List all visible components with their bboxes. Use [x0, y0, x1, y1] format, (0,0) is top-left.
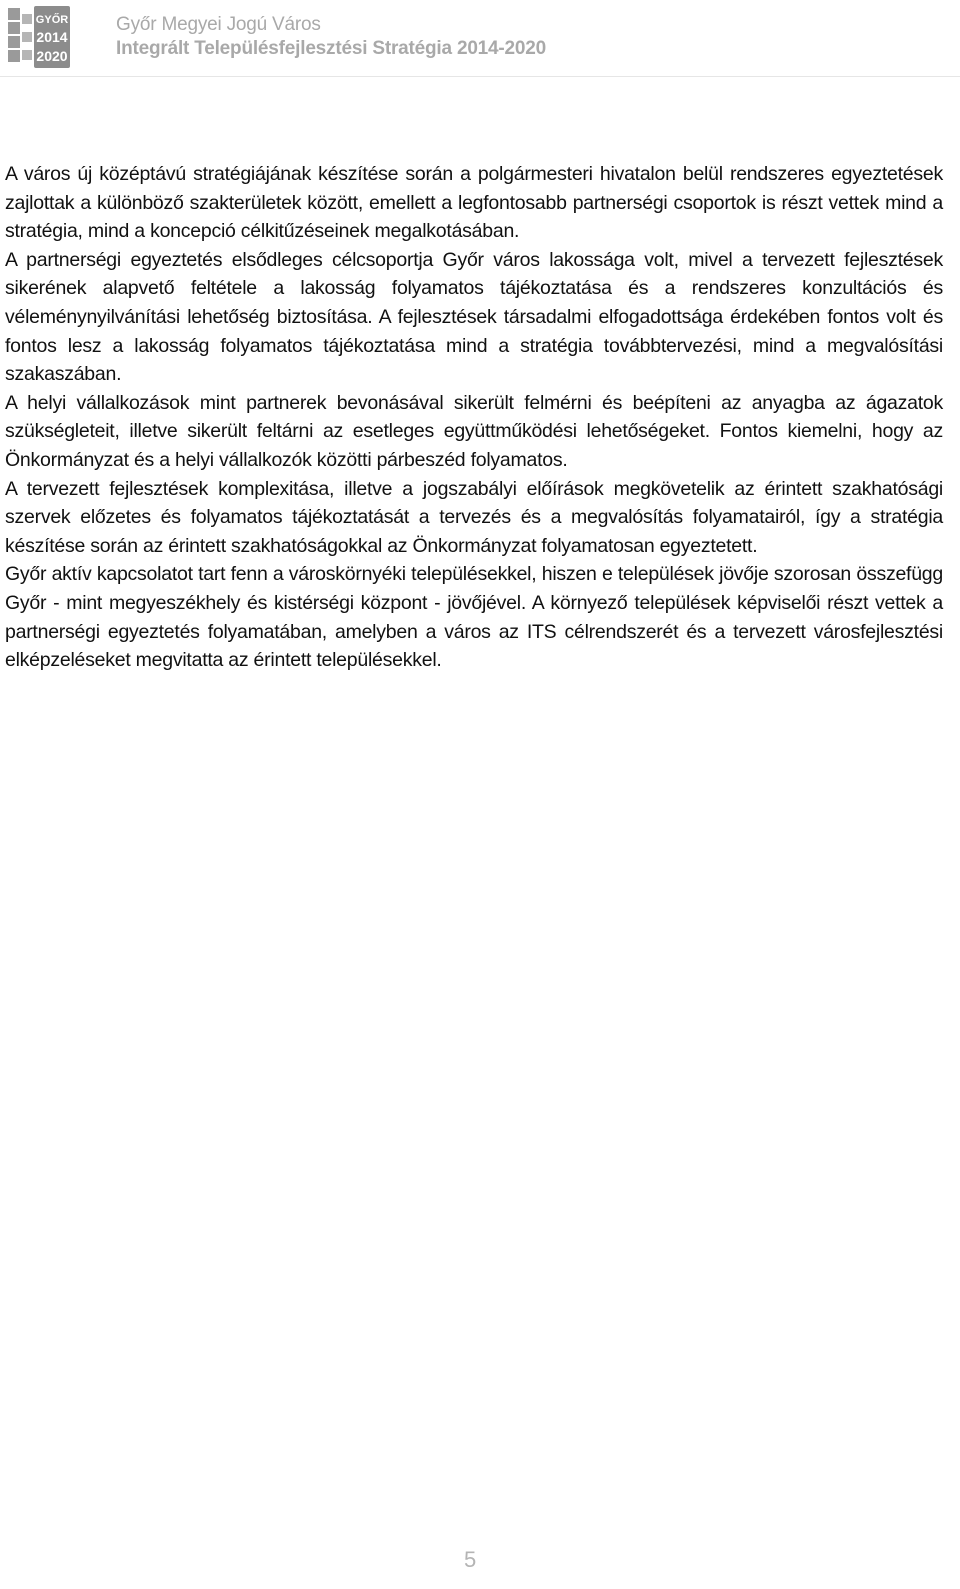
document-body — [5, 160, 943, 675]
header-city-name: Győr Megyei Jogú Város — [116, 14, 321, 35]
gyor-logo-icon — [6, 4, 72, 70]
paragraph-2: A partnerségi egyeztetés elsődleges célcsoportja Győr város lakossága volt, mivel a tervezett fejlesztések sikerének alapvető feltétele a lakosság folyamatos tájékoztatása és a rendszeres konzultációs és véleménynyilvánítási lehetőség biztosítása. A fejlesztések társadalmi elfogadottsága érdekében fontos volt és fontos lesz a lakosság folyamatos tájékoztatása mind a stratégia továbbtervezési, mind a megvalósítási szakaszában. — [5, 248, 943, 386]
paragraph-1: A város új középtávú stratégiájának készítése során a polgármesteri hivatalon belül rendszeres egyeztetések zajlottak a különböző szakterületek között, emellett a legfontosabb partnerségi csoportok is részt vettek mind a stratégia, mind a koncepció célkitűzéseinek megalkotásában. — [5, 163, 943, 243]
paragraph-3: A helyi vállalkozások mint partnerek bevonásával sikerült felmérni és beépíteni az anyagba az ágazatok szükségleteit, illetve sikerült feltárni az esetleges együttműködési lehetőségeket. Fontos kiemelni, hogy az Önkormányzat és a helyi vállalkozók közötti párbeszéd folyamatos. — [5, 391, 943, 471]
paragraph-5: Győr aktív kapcsolatot tart fenn a városkörnyéki településekkel, hiszen e települések jövője szorosan összefügg Győr - mint megyeszékhely és kistérségi központ - jövőjével. A környező települések képviselői részt vettek a partnerségi egyeztetés folyamatában, amelyben a város az ITS célrendszerét és a tervezett városfejlesztési elképzeléseket megvitatta az érintett településekkel. — [5, 563, 943, 672]
header-document-title: Integrált Településfejlesztési Stratégia 2014-2020 — [116, 38, 547, 59]
logo-text-line2: 2014 — [36, 29, 68, 45]
paragraph-4: A tervezett fejlesztések komplexitása, illetve a jogszabályi előírások megkövetelik az érintett szakhatósági szervek előzetes és folyamatos tájékoztatását a tervezés és a megvalósítás folyamatairól, így a stratégia készítése során az érintett szakhatóságokkal az Önkormányzat folyamatosan egyeztetett. — [5, 477, 943, 557]
page-number: 5 — [464, 1547, 477, 1572]
logo-text-line3: 2020 — [36, 48, 68, 64]
header-titles — [116, 14, 546, 62]
page-header — [0, 0, 960, 76]
header-divider — [0, 76, 960, 77]
logo-text-line1: GYŐR — [35, 14, 69, 26]
